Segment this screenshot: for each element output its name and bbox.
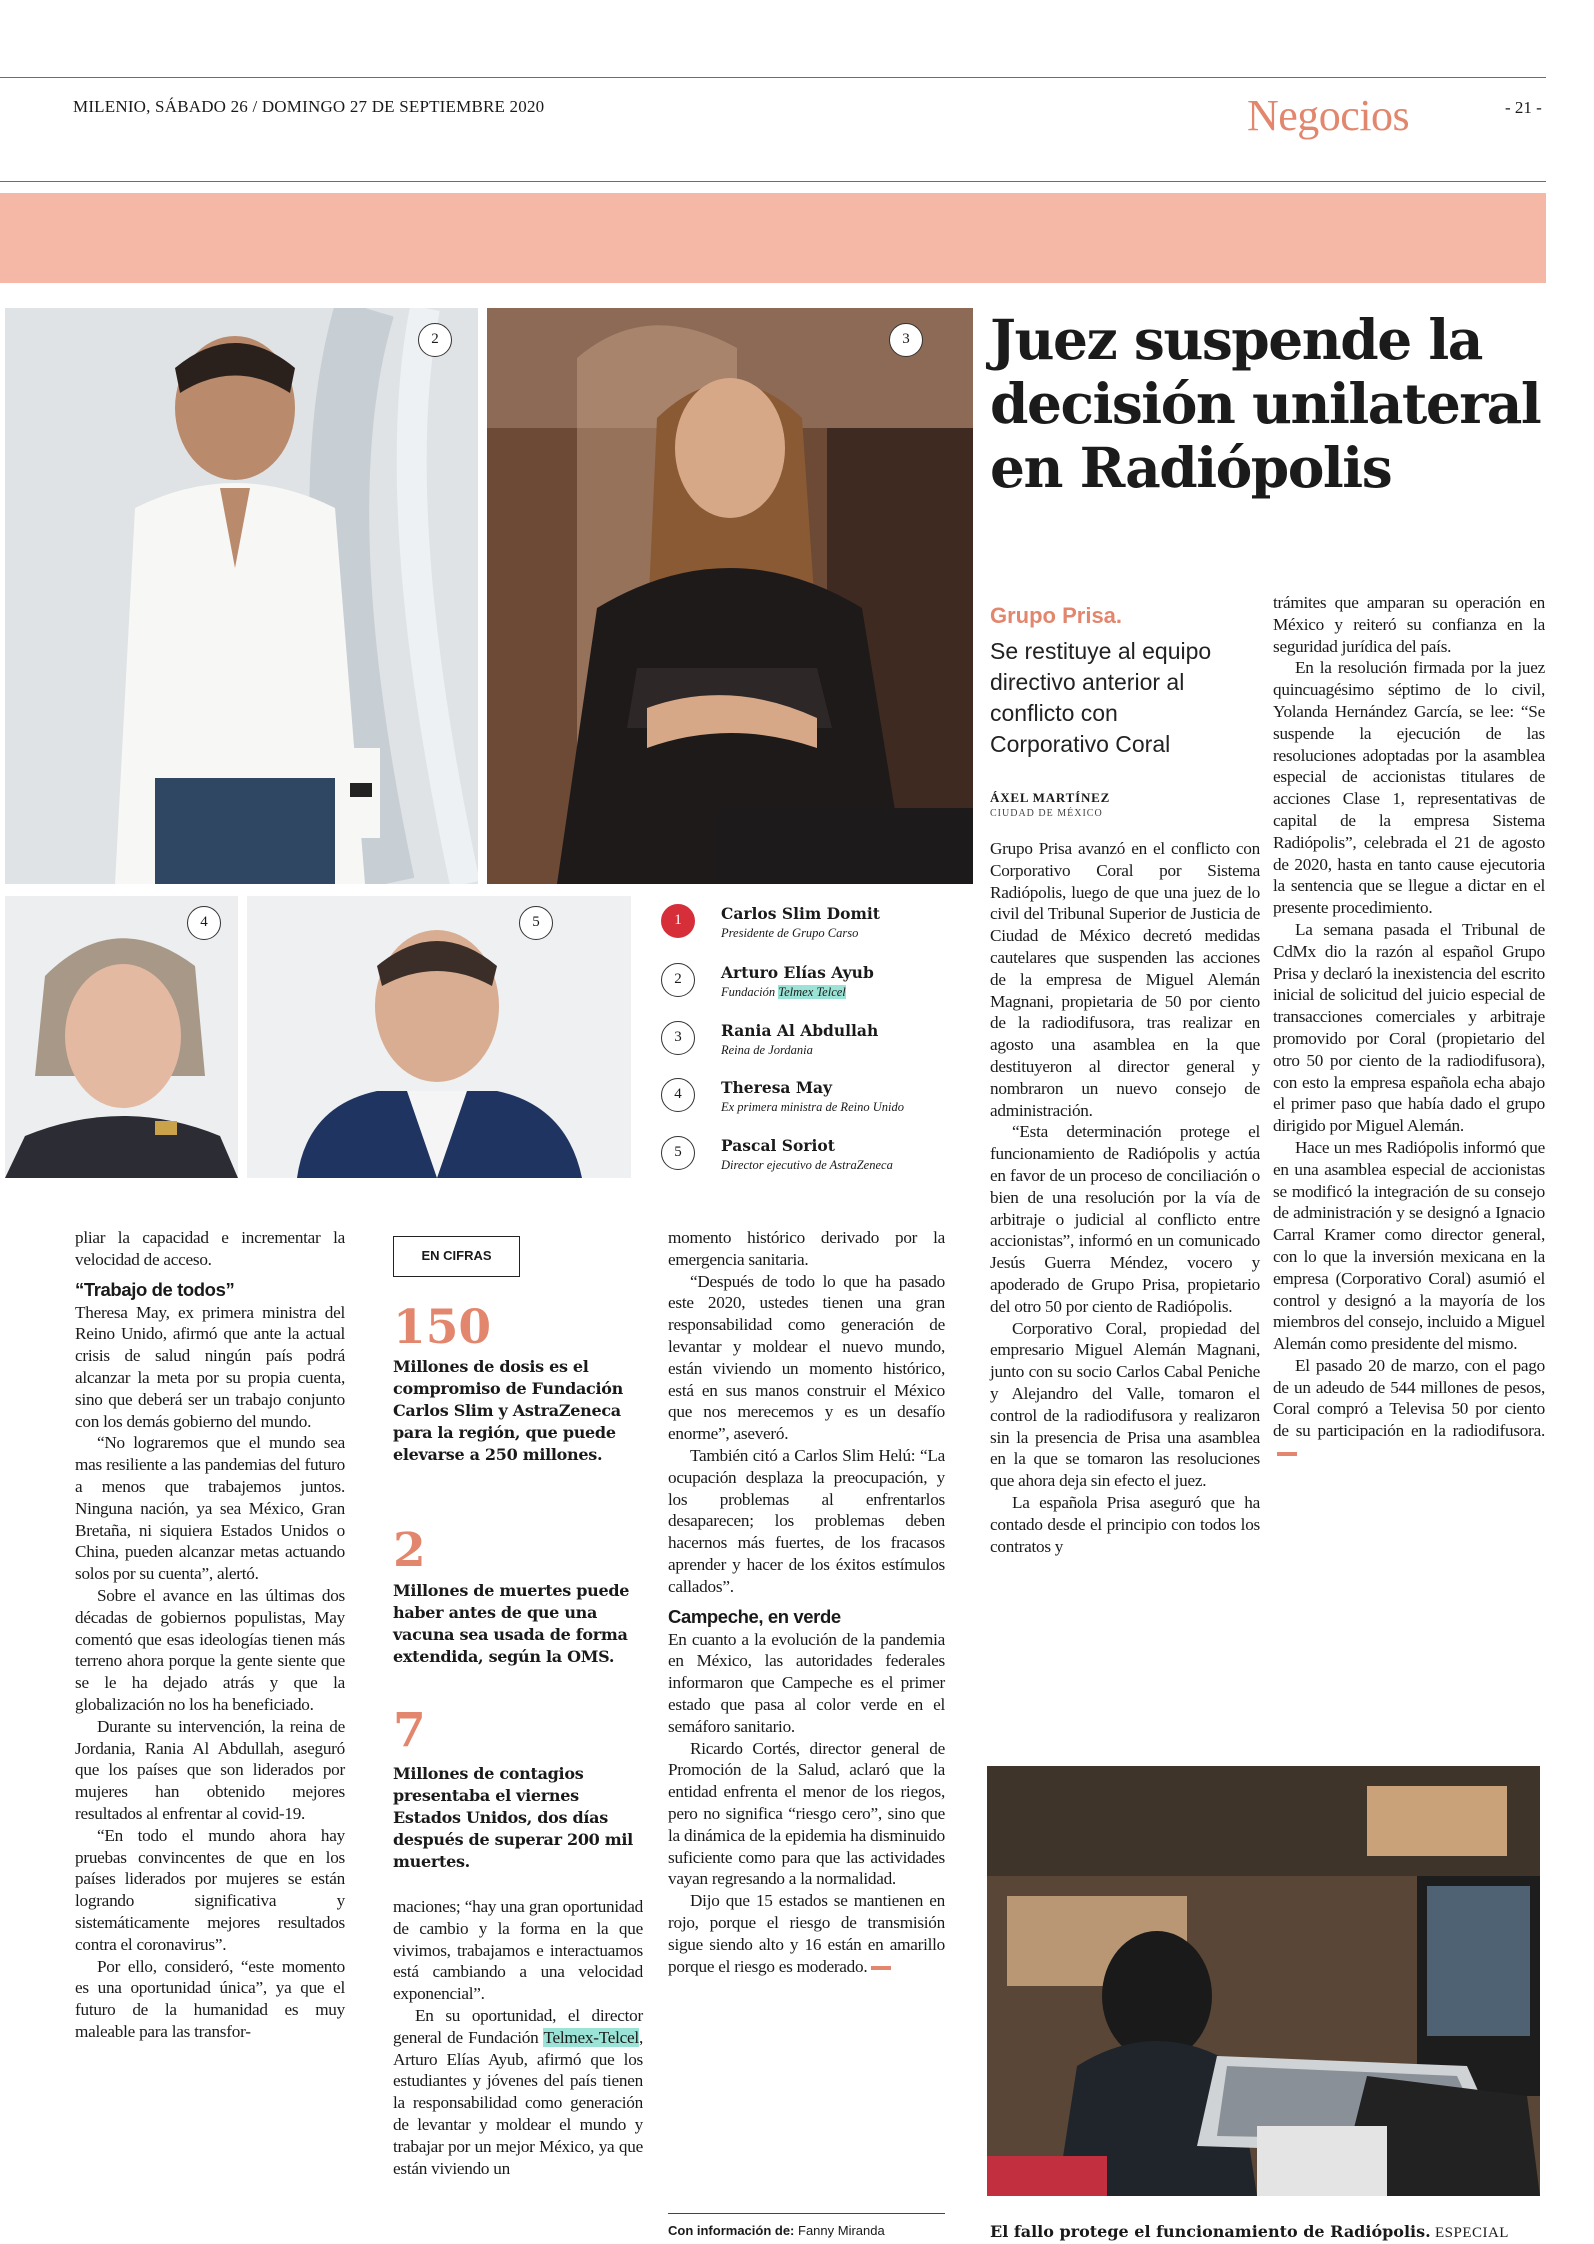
legend-number: 3: [661, 1021, 695, 1055]
legend-number: 1: [661, 904, 695, 938]
kicker: Grupo Prisa.: [990, 603, 1123, 628]
end-mark-icon: [1277, 1452, 1297, 1456]
photo-arturo-elias-ayub: [5, 308, 478, 884]
source-credit: [668, 2223, 885, 2238]
paragraph: Grupo Prisa avanzó en el conflicto con Corporativo Coral por Sistema Radiópolis, luego de que una juez de lo civil del Tribunal Superior de Justicia de Ciudad de México decretó medidas cautelares que suspenden las acciones de la empresa de Miguel Alemán Magnani, propietaria de 50 por ciento de la radiodifusora, tras realizar en agosto una asamblea en la que destituyeron al director general y nombraron un nuevo consejo de administración.: [990, 839, 1260, 1120]
paragraph: Por ello, consideró, “este momento es una oportunidad única”, ya que el futuro de la humanidad es muy maleable para las transfor-: [75, 1956, 345, 2041]
legend-role-prefix: Fundación: [721, 985, 779, 999]
paragraph: [393, 2005, 643, 2179]
legend-role: [721, 985, 846, 1000]
legend-role: Director ejecutivo de AstraZeneca: [721, 1158, 893, 1172]
legend-name: Pascal Soriot: [721, 1136, 835, 1155]
subhead: “Trabajo de todos”: [75, 1278, 235, 1300]
figure-number: 2: [393, 1523, 426, 1578]
photo-theresa-may: [5, 896, 238, 1178]
source-rule: [668, 2213, 945, 2214]
paragraph: momento histórico derivado por la emergencia sanitaria.: [668, 1228, 945, 1269]
section-title: Negocios: [1247, 91, 1410, 140]
legend-role: Presidente de Grupo Carso: [721, 926, 859, 940]
portrait-photo-icon: [5, 308, 478, 884]
radio-booth-photo-icon: [987, 1766, 1540, 2196]
source-name: Fanny Miranda: [794, 2223, 885, 2238]
legend-role: Reina de Jordania: [721, 1043, 813, 1057]
portrait-photo-icon: [247, 896, 631, 1178]
legend-name: Arturo Elías Ayub: [721, 963, 874, 982]
photo-badge: 4: [187, 906, 221, 940]
paragraph: [1273, 1355, 1545, 1464]
portrait-photo-icon: [487, 308, 973, 884]
ad-band: [0, 193, 1546, 283]
paragraph-text: Dijo que 15 estados se mantienen en rojo, porque el riesgo de transmisión sigue siendo alto y 16 están en amarillo porque el riesgo es moderado.: [668, 1891, 945, 1976]
article-column: [668, 1227, 945, 1977]
page-number: - 21 -: [1505, 98, 1542, 117]
paragraph: Ricardo Cortés, director general de Promoción de la Salud, aclaró que la entidad enfrenta el menor de los riegos, pero no significa “riesgo cero”, sino que la dinámica de la epidemia ha disminuido suficiente como para que las actividades vayan regresando a la normalidad.: [668, 1738, 945, 1889]
legend-number: 5: [661, 1136, 695, 1170]
figure-number: 7: [393, 1703, 426, 1758]
paragraph: Durante su intervención, la reina de Jordania, Rania Al Abdullah, aseguró que los países que son liderados por mujeres han obtenido mejores resultados al enfrentar al covid-19.: [75, 1716, 345, 1823]
photo-badge: 2: [418, 323, 452, 357]
legend-name: Carlos Slim Domit: [721, 904, 880, 923]
paragraph: “Esta determinación protege el funcionamiento de Radiópolis y actúa en favor de un proceso de conciliación o bien de una resolución por la vía de arbitraje o judicial al conflicto entre accionistas”, informó en un comunicado Jesús Guerra Méndez, vocero y apoderado de Grupo Prisa, propietario del otro 50 por ciento de Radiópolis.: [990, 1122, 1260, 1316]
paragraph: La española Prisa aseguró que ha contado desde el principio con todos los contratos y: [990, 1492, 1260, 1556]
paragraph: “En todo el mundo ahora hay pruebas convincentes de que en los países liderados por mujeres se están logrando significativa y sistemáticamente mejores resultados contra el coronavirus”.: [75, 1825, 345, 1954]
caption-text: El fallo protege el funcionamiento de Radiópolis.: [990, 2222, 1431, 2241]
figure-text: Millones de contagios presentaba el viernes Estados Unidos, dos días después de superar 200 mil muertes.: [393, 1764, 633, 1871]
photo-radio-booth: [987, 1766, 1540, 2196]
photo-rania-al-abdullah: [487, 308, 973, 884]
legend-name: Theresa May: [721, 1078, 833, 1097]
photo-badge: 3: [889, 323, 923, 357]
highlighted-text: Telmex Telcel: [778, 985, 846, 999]
legend-number: 2: [661, 963, 695, 997]
masthead: MILENIO, SÁBADO 26 / DOMINGO 27 DE SEPTIEMBRE 2020: [73, 97, 545, 116]
article-column: [75, 1227, 345, 2043]
paragraph: maciones; “hay una gran oportunidad de cambio y la forma en la que vivimos, trabajamos e interactuamos está cambiando a una velocidad exponencial”.: [393, 1897, 643, 2004]
paragraph: [668, 1890, 945, 1977]
byline: ÁXEL MARTÍNEZ: [990, 790, 1111, 805]
deck: Se restituye al equipo directivo anterior al conflicto con Corporativo Coral: [990, 638, 1212, 757]
paragraph: La semana pasada el Tribunal de CdMx dio la razón al español Grupo Prisa y declaró la inexistencia del escrito inicial de solicitud del juicio especial de transacciones comerciales y arbitraje promovido por Coral (propietario del otro 50 por ciento de la radiodifusora), con esto la empresa española echa abajo el primer paso que había dado el grupo dirigido por Miguel Alemán.: [1273, 919, 1545, 1136]
article-column: [990, 838, 1260, 1557]
paragraph-text: El pasado 20 de marzo, con el pago de un adeudo de 544 millones de pesos, Coral compró a Televisa 50 por ciento de su participación en la radiodifusora.: [1273, 1355, 1545, 1441]
paragraph-text: En su oportunidad, el director general de Fundación: [393, 2005, 643, 2047]
paragraph: Corporativo Coral, propiedad del empresario Miguel Alemán Magnani, junto con su socio Carlos Cabal Peniche y Alejandro del Valle, tomaron el control de la radiodifusora y realizaron sin la presencia de Prisa una asamblea en la que se tomaron las resoluciones que ahora deja sin efecto el juez.: [990, 1318, 1260, 1491]
end-mark-icon: [871, 1966, 891, 1970]
paragraph: Hace un mes Radiópolis informó que en una asamblea especial de accionistas se modificó la integración de su consejo de administración y se designó a Ignacio Carral Kramer como director general, con lo que la inversión mexicana en la empresa (Corporativo Coral) asumió el control y designó a la mayoría de los miembros del consejo, incluido a Miguel Alemán como presidente del mismo.: [1273, 1137, 1545, 1354]
header-rule: [0, 181, 1546, 182]
caption-credit: ESPECIAL: [1430, 2225, 1509, 2241]
photo-caption: [990, 2222, 1509, 2242]
paragraph: También citó a Carlos Slim Helú: “La ocupación desplaza la preocupación, y los problemas al enfrentarlos desaparecen; los problemas deben hacernos más fuertes, de los fracasos aprender y hacer de los éxitos estímulos callados”.: [668, 1445, 945, 1596]
legend-role: Ex primera ministra de Reino Unido: [721, 1100, 904, 1114]
photo-badge: 5: [519, 906, 553, 940]
top-rule: [0, 77, 1546, 78]
article-column: [393, 1896, 643, 2179]
paragraph: En cuanto a la evolución de la pandemia en México, las autoridades federales informaron que Campeche es el primer estado que pasa al color verde en el semáforo sanitario.: [668, 1629, 945, 1736]
paragraph: pliar la capacidad e incrementar la velocidad de acceso.: [75, 1228, 345, 1269]
highlighted-text: Telmex-Telcel: [543, 2027, 639, 2047]
paragraph: “Después de todo lo que ha pasado este 2020, ustedes tienen una gran responsabilidad como generación de levantar y moldear el nuevo mundo, están viviendo un momento histórico, está en sus manos construir el México que nos merecemos y es un desafío enorme”, aseveró.: [668, 1271, 945, 1444]
figure-number: 150: [393, 1300, 492, 1355]
paragraph: “No lograremos que el mundo sea mas resiliente a las pandemias del futuro a menos que trabajemos juntos. Ninguna nación, ya sea México, Gran Bretaña, ni siquiera Estados Unidos o China, pueden alcanzar metas actuando solos por su cuenta”, alertó.: [75, 1433, 345, 1584]
paragraph: Sobre el avance en las últimas dos décadas de gobiernos populistas, May comentó que esas ideologías tienen más terreno ahora porque la gente siente que se le ha dejado atrás y que la globalización no los ha beneficiado.: [75, 1585, 345, 1714]
subhead: Campeche, en verde: [668, 1605, 841, 1627]
headline: Juez suspende la decisión unilateral en Radiópolis: [990, 307, 1541, 500]
article-column: [1273, 592, 1545, 1464]
dateline: CIUDAD DE MÉXICO: [990, 808, 1103, 819]
paragraph-text: , Arturo Elías Ayub, afirmó que los estudiantes y jóvenes del país tienen la responsabilidad como generación de levantar y moldear el mundo y trabajar por un mejor México, ya que están viviendo un: [393, 2027, 643, 2178]
legend-number: 4: [661, 1078, 695, 1112]
figure-text: Millones de muertes puede haber antes de que una vacuna sea usada de forma extendida, según la OMS.: [393, 1581, 630, 1666]
photo-pascal-soriot: [247, 896, 631, 1178]
source-label: Con información de:: [668, 2223, 795, 2238]
legend-name: Rania Al Abdullah: [721, 1021, 879, 1040]
figure-text: Millones de dosis es el compromiso de Fundación Carlos Slim y AstraZeneca para la región, que puede elevarse a 250 millones.: [393, 1357, 623, 1464]
cifras-label: EN CIFRAS: [393, 1236, 520, 1277]
paragraph: trámites que amparan su operación en México y reiteró su confianza en la seguridad jurídica del país.: [1273, 593, 1545, 656]
paragraph: En la resolución firmada por la juez quincuagésimo séptimo de lo civil, Yolanda Hernández García, se lee: “Se suspende la ejecución de las resoluciones adoptadas por la asamblea especial de accionistas titulares de acciones Clase 1, representativas de capital de la empresa Sistema Radiópolis”, celebrada el 21 de agosto de 2020, hasta en tanto cause ejecutoria la sentencia que se llegue a dictar en el presente procedimiento.: [1273, 658, 1545, 918]
paragraph: Theresa May, ex primera ministra del Reino Unido, afirmó que ante la actual crisis de salud ningún país podrá alcanzar la meta por su propia cuenta, sino que deberá ser un trabajo conjunto con los demás gobierno del mundo.: [75, 1302, 345, 1431]
